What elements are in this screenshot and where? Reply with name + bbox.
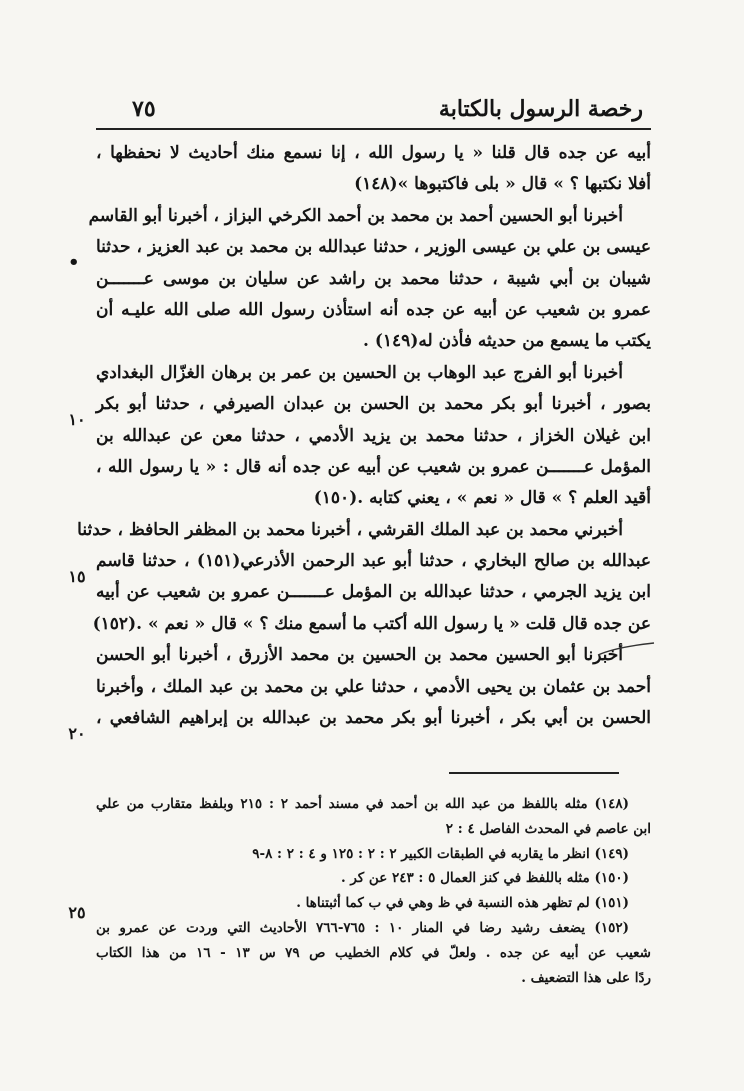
- text-line: عن جده قال قلت « يا رسول الله أكتب ما أسمع منك ؟ » قال « نعم » .(١٥٢): [92, 613, 651, 634]
- footnotes: [96, 792, 651, 990]
- footnote-line: (١٥٢) يضعف رشيد رضا في المنار ١٠ : ٧٦٥-٧٦٦ الأحاديث التي وردت عن عمرو بن: [96, 919, 629, 936]
- text-line: أبيه عن جده قال قلنا « يا رسول الله ، إنا نسمع منك أحاديث لا نحفظها ،: [96, 143, 651, 163]
- text-line: أخبرنا أبو الحسين أحمد بن محمد بن أحمد الكرخي البزاز ، أخبرنا أبو القاسم: [88, 205, 623, 226]
- text-line: ابن غيلان الخزاز ، حدثنا محمد بن يزيد الأدمي ، حدثنا معن عن عبدالله بن: [96, 425, 651, 446]
- text-line: الحسن بن أبي بكر ، أخبرنا أبو بكر محمد بن عبدالله بن إبراهيم الشافعي ،: [96, 708, 651, 729]
- footnote-line: (١٤٩) انظر ما يقاربه في الطبقات الكبير ٢ : ٢ : ١٢٥ و ٤ : ٢ : ٨-٩: [252, 845, 629, 862]
- footnote-line: ردًا على هذا التضعيف .: [521, 969, 651, 986]
- header-rule: [96, 128, 651, 130]
- text-line: عبدالله بن صالح البخاري ، حدثنا أبو عبد الرحمن الأذرعي(١٥١) ، حدثنا قاسم: [96, 551, 652, 572]
- running-title: رخصة الرسول بالكتابة: [438, 96, 643, 122]
- text-line: أقيد العلم ؟ » قال « نعم » ، يعني كتابه .(١٥٠): [313, 488, 651, 509]
- line-number-margin: ٢٠: [68, 724, 86, 743]
- footnote-line: (١٤٨) مثله باللفظ من عبد الله بن أحمد في مسند أحمد ٢ : ٢١٥ وبلفظ متقارب من علي: [96, 796, 630, 812]
- text-line: عمرو بن شعيب عن أبيه عن جده أنه استأذن رسول الله صلى الله عليـه أن: [96, 299, 651, 320]
- footnote-line: (١٥١) لم تظهر هذه النسبة في ظ وهي في ب كما أثبتناها .: [296, 895, 629, 912]
- text-line: بصور ، أخبرنا أبو بكر محمد بن الحسن بن عبدان الصيرفي ، حدثنا أبو بكر: [96, 394, 651, 415]
- text-line: أخبرني محمد بن عبد الملك القرشي ، أخبرنا محمد بن المظفر الحافظ ، حدثنا: [77, 519, 623, 540]
- text-line: المؤمل عـــــــن عمرو بن شعيب عن أبيه عن جده أنه قال : « يا رسول الله ،: [96, 456, 651, 477]
- text-line: أفلا نكتبها ؟ » قال « بلى فاكتبوها »(١٤٨): [354, 174, 651, 195]
- line-number-margin: ٢٥: [68, 903, 86, 922]
- text-line: أخبرنا أبو الحسين محمد بن الحسين بن محمد الأزرق ، أخبرنا أبو الحسن: [96, 645, 623, 666]
- margin-dot: •: [68, 252, 80, 273]
- page-number: ٧٥: [132, 96, 156, 122]
- pencil-annotation-mark: [596, 641, 656, 659]
- footnote-line: (١٥٠) مثله باللفظ في كنز العمال ٥ : ٢٤٣ عن كر .: [340, 870, 629, 887]
- line-number-margin: ١٥: [68, 567, 86, 586]
- text-line: يكتب ما يسمع من حديثه فأذن له(١٤٩) .: [363, 331, 651, 352]
- text-line: أخبرنا أبو الفرج عبد الوهاب بن الحسين بن عمر بن برهان الغزّال البغدادي: [96, 362, 623, 383]
- line-number-margin: ١٠: [68, 410, 86, 429]
- footnote-separator: [449, 772, 619, 774]
- text-line: أحمد بن عثمان بن يحيى الأدمي ، حدثنا علي بن محمد بن عبد الملك ، وأخبرنا: [96, 676, 651, 697]
- footnote-line: شعيب عن أبيه عن جده . ولعلّ في كلام الخطيب ص ٧٩ س ١٣ - ١٦ من هذا الكتاب: [96, 944, 651, 961]
- text-line: ابن يزيد الجرمي ، حدثنا عبدالله بن المؤمل عـــــــن عمرو بن شعيب عن أبيه: [96, 582, 651, 603]
- running-header: [96, 96, 651, 126]
- text-line: عيسى بن علي بن عيسى الوزير ، حدثنا عبدالله بن محمد بن عبد العزيز ، حدثنا: [96, 237, 651, 258]
- text-line: شيبان بن أبي شيبة ، حدثنا محمد بن راشد عن سليان بن موسى عـــــــن: [96, 268, 651, 289]
- footnote-line: ابن عاصم في المحدث الفاصل ٤ : ٢: [445, 820, 651, 837]
